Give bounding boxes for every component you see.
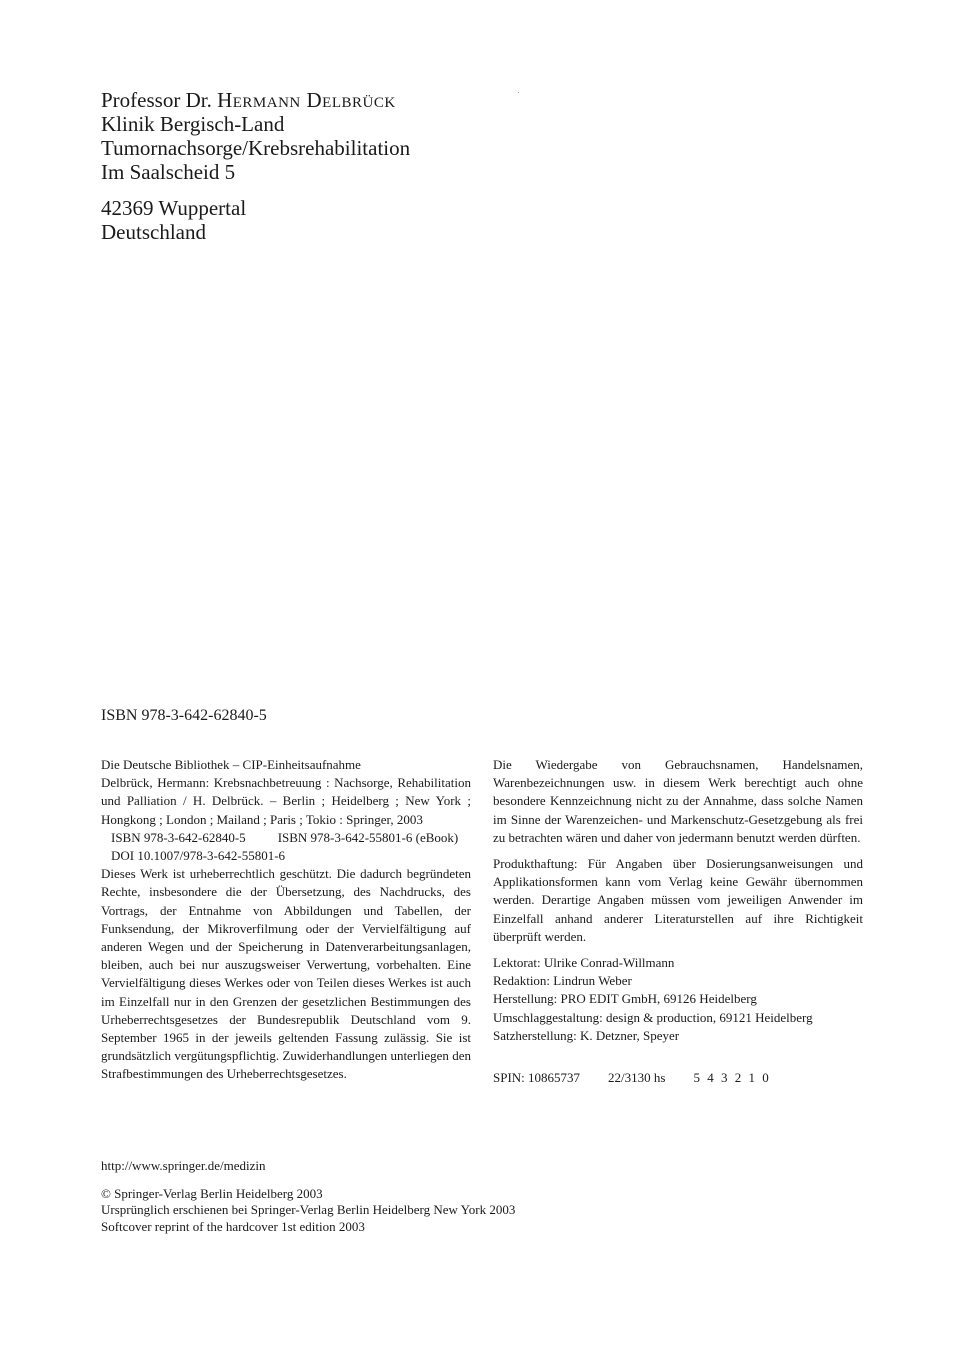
address-line: Im Saalscheid 5	[101, 160, 236, 184]
print-run: 5 4 3 2 1 0	[693, 1070, 771, 1086]
imprint-footer	[101, 1158, 701, 1235]
address-gap	[101, 184, 521, 196]
author-address-block	[101, 88, 521, 244]
isbn-main: ISBN 978-3-642-62840-5	[101, 707, 267, 724]
publisher-url: http://www.springer.de/medizin	[101, 1158, 266, 1173]
paragraph-gap	[493, 946, 863, 954]
original-publication-line: Ursprünglich erschienen bei Springer-Verlag Berlin Heidelberg New York 2003	[101, 1202, 516, 1217]
reprint-note: Softcover reprint of the hardcover 1st edition 2003	[101, 1218, 365, 1234]
country-line: Deutschland	[101, 220, 206, 244]
copyright-notice: Dieses Werk ist urheberrechtlich geschützt. Die dadurch begründeten Rechte, insbesondere die der Übersetzung, des Nachdrucks, des Vortrags, der Entnahme von Abbildungen und Tabellen, der Funksendung, der Mikroverfilmung oder der Vervielfältigung auf anderen Wegen und der Speicherung in Datenverarbeitungsanlagen, bleiben, auch bei nur auszugsweiser Verwertung, vorbehalten. Eine Vervielfältigung dieses Werkes oder von Teilen dieses Werkes ist auch im Einzelfall nur in den Grenzen der gesetzlichen Bestimmungen des Urheberrechtsgesetzes der Bundesrepublik Deutschland vom 9. September 1965 in der jeweils geltenden Fassung zulässig. Sie ist grundsätzlich vergütungspflichtig. Zuwiderhandlungen unterliegen den Strafbestimmungen des Urheberrechtsgesetzes.	[101, 866, 471, 1082]
credit-cover-design: Umschlaggestaltung: design & production, 69121 Heidelberg	[493, 1009, 813, 1025]
left-column	[101, 756, 471, 1084]
footer-gap	[101, 1175, 701, 1186]
trademark-notice: Die Wiedergabe von Gebrauchsnamen, Handelsnamen, Warenbezeichnungen usw. in diesem Werk berechtigt auch ohne besondere Kennzeichnung nicht zu der Annahme, dass solche Namen im Sinne der Warenzeichen- und Markenschutz-Gesetzgebung als frei zu betrachten wären und daher von jedermann benutzt werden dürften.	[493, 757, 863, 845]
cip-heading: Die Deutsche Bibliothek – CIP-Einheitsaufnahme	[101, 757, 361, 772]
address-line: Tumornachsorge/Krebsrehabilitation	[101, 136, 411, 160]
spin-number: SPIN: 10865737	[493, 1070, 581, 1086]
credit-redaction: Redaktion: Lindrun Weber	[493, 973, 632, 989]
credit-production: Herstellung: PRO EDIT GmbH, 69126 Heidelberg	[493, 991, 757, 1007]
author-prefix: Professor Dr.	[101, 88, 212, 112]
cip-isbn-row	[101, 829, 471, 847]
city-line: 42369 Wuppertal	[101, 196, 247, 220]
paragraph-gap	[493, 847, 863, 855]
cip-isbn-print: ISBN 978-3-642-62840-5	[111, 829, 246, 845]
credit-typesetting: Satzherstellung: K. Detzner, Speyer	[493, 1027, 680, 1043]
spin-row	[493, 1069, 863, 1087]
credit-editor: Lektorat: Ulrike Conrad-Willmann	[493, 955, 675, 971]
cip-isbn-ebook: ISBN 978-3-642-55801-6 (eBook)	[277, 829, 459, 845]
liability-notice: Produkthaftung: Für Angaben über Dosierungsanweisungen und Applikationsformen kann vom Verlag keine Gewähr übernommen werden. Derartige Angaben müssen vom jeweiligen Anwender im Einzelfall anhand anderer Literaturstellen auf ihre Richtigkeit überprüft werden.	[493, 856, 863, 944]
print-code: 22/3130 hs	[608, 1070, 666, 1086]
cip-doi: DOI 10.1007/978-3-642-55801-6	[111, 848, 286, 864]
right-column	[493, 756, 863, 1087]
address-line: Klinik Bergisch-Land	[101, 112, 285, 136]
cip-entry: Delbrück, Hermann: Krebsnachbetreuung : Nachsorge, Rehabilitation und Palliation / H. Delbrück. – Berlin ; Heidelberg ; New York ; Hongkong ; London ; Mailand ; Paris ; Tokio : Springer, 2003	[101, 775, 471, 827]
copyright-line: © Springer-Verlag Berlin Heidelberg 2003	[101, 1185, 323, 1201]
author-name-line	[101, 88, 521, 112]
author-name: Hermann Delbrück	[217, 88, 396, 112]
